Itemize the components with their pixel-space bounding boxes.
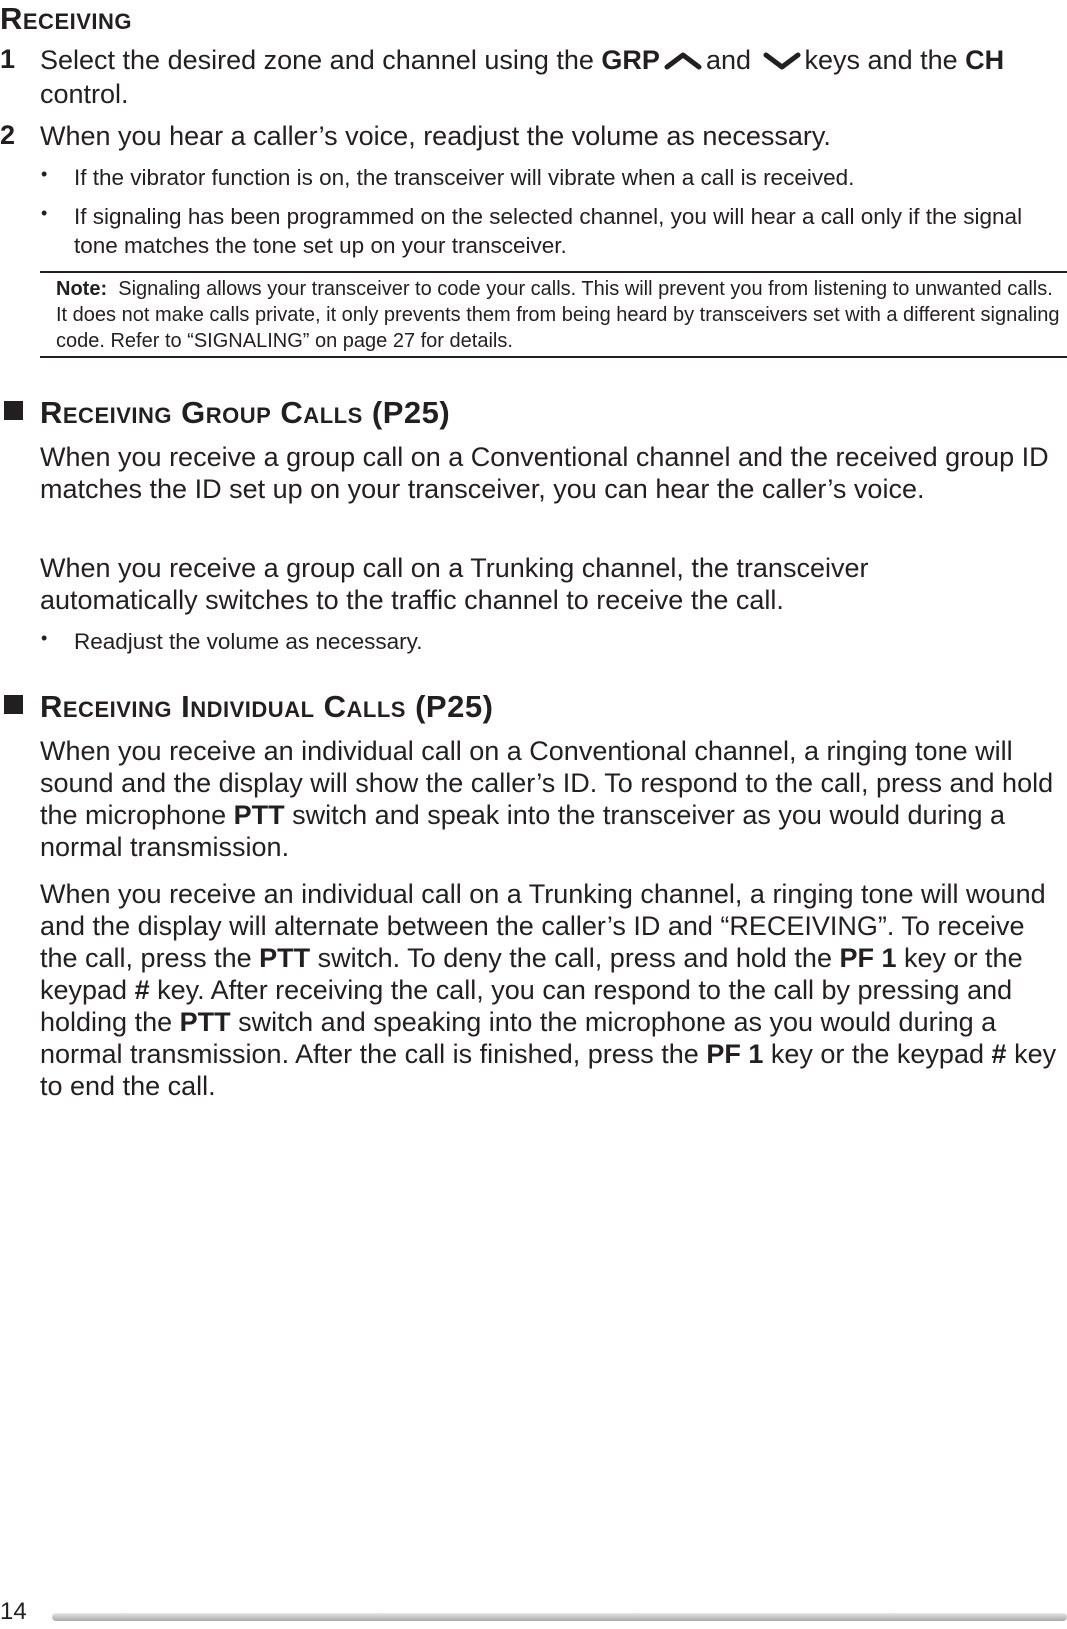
bullet-vibrator: If the vibrator function is on, the transceiver will vibrate when a call is received.: [74, 165, 855, 190]
grp-key-label: GRP: [601, 45, 660, 75]
pf1-key-label: PF 1: [839, 943, 897, 973]
page-number: 14: [0, 1598, 27, 1625]
individual-calls-paragraph-2: When you receive an individual call on a Trunking channel, a ringing tone will wound and the display will alternate between the caller’s ID and “RECEIVING”. To receive the call, press the PTT switch. To deny the call, press and hold the PF 1 key or the keypad # key. After receiving the call, you can respond to the call by pressing and holding the PTT switch and speaking into the microphone as you would during a normal transmission. After the call is finished, press the PF 1 key or the keypad # key to end the call.: [40, 879, 1057, 1101]
section-heading-individual-calls: Receiving Individual Calls (P25): [40, 689, 494, 724]
ptt-switch-label: PTT: [179, 1007, 231, 1037]
individual-calls-paragraph-1: When you receive an individual call on a Conventional channel, a ringing tone will sound and the display will show the caller’s ID. To respond to the call, press and hold the microphone PTT switch and speak into the transceiver as you would during a normal transmission.: [40, 736, 1054, 862]
section-heading-receiving: Receiving: [0, 1, 133, 36]
note-label: Note:: [56, 278, 108, 300]
step-number-2: 2: [0, 120, 16, 150]
step-1-text: Select the desired zone and channel using the GRP and keys and the CH control.: [40, 45, 1005, 109]
bullet-dot: •: [41, 203, 48, 223]
section-marker-square: [4, 695, 23, 714]
group-calls-paragraph-2: When you receive a group call on a Trunking channel, the transceiver automatically switches to the traffic channel to receive the call.: [40, 553, 869, 615]
step-number-1: 1: [0, 44, 16, 74]
ptt-switch-label: PTT: [233, 800, 285, 830]
section-heading-group-calls: Receiving Group Calls (P25): [40, 395, 451, 430]
group-calls-paragraph-1: When you receive a group call on a Conventional channel and the received group ID matches the ID set up on your transceiver, you can hear the caller’s voice.: [40, 442, 1049, 504]
pf1-key-label: PF 1: [706, 1039, 764, 1069]
chevron-down-icon: [763, 46, 801, 78]
bullet-signaling: If signaling has been programmed on the selected channel, you will hear a call only if the signal tone matches the tone set up on your transceiver.: [74, 204, 1023, 258]
hash-key-label: #: [991, 1039, 1007, 1069]
ch-control-label: CH: [965, 45, 1005, 75]
footer-rule: [52, 1613, 1067, 1621]
bullet-dot: •: [41, 164, 48, 184]
hash-key-label: #: [134, 975, 150, 1005]
ptt-switch-label: PTT: [259, 943, 311, 973]
bullet-readjust-volume: Readjust the volume as necessary.: [74, 629, 423, 654]
section-marker-square: [4, 401, 23, 420]
step-2-text: When you hear a caller’s voice, readjust the volume as necessary.: [40, 121, 831, 151]
bullet-dot: •: [41, 628, 48, 648]
chevron-up-icon: [664, 46, 702, 78]
note-text: Note: Signaling allows your transceiver to code your calls. This will prevent you from listening to unwanted calls. It does not make calls private, it only prevents them from being heard by transceivers set with a different signaling code. Refer to “SIGNALING” on page 27 for details.: [56, 278, 1060, 352]
